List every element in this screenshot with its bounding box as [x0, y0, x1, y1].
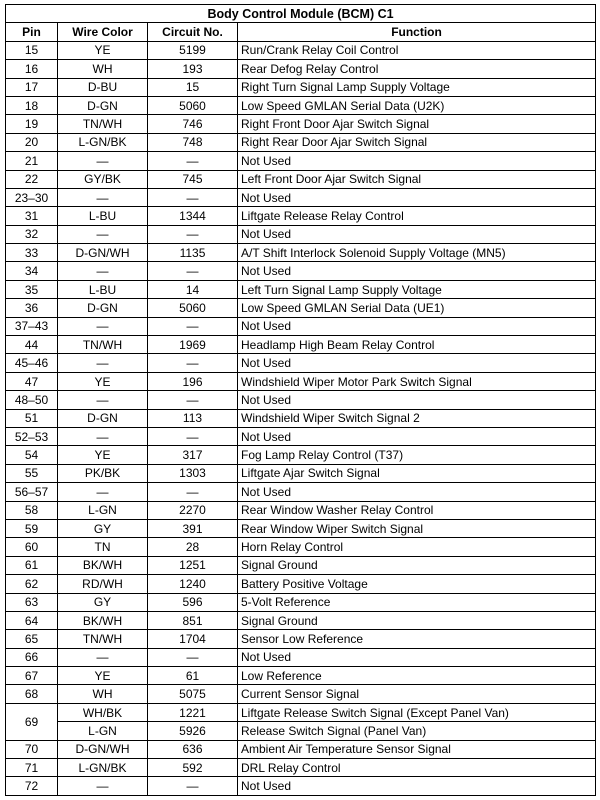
cell-function: Not Used — [238, 152, 596, 170]
cell-wire-color: GY — [58, 593, 148, 611]
cell-circuit-no: 5060 — [148, 299, 238, 317]
table-row — [6, 593, 596, 611]
bcm-connector-table — [5, 4, 596, 796]
table-row — [6, 740, 596, 758]
cell-pin: 68 — [6, 685, 58, 703]
cell-circuit-no: 193 — [148, 60, 238, 78]
cell-pin: 18 — [6, 96, 58, 114]
cell-circuit-no: — — [148, 354, 238, 372]
cell-pin: 60 — [6, 538, 58, 556]
table-row — [6, 317, 596, 335]
cell-pin: 45–46 — [6, 354, 58, 372]
cell-wire-color: D-GN — [58, 96, 148, 114]
cell-pin: 64 — [6, 611, 58, 629]
table-row — [6, 207, 596, 225]
cell-function: Left Front Door Ajar Switch Signal — [238, 170, 596, 188]
cell-circuit-no: 636 — [148, 740, 238, 758]
cell-function: Windshield Wiper Motor Park Switch Signal — [238, 372, 596, 390]
cell-wire-color: D-GN/WH — [58, 244, 148, 262]
table-row — [6, 703, 596, 721]
cell-pin: 72 — [6, 777, 58, 795]
table-row — [6, 483, 596, 501]
table-row — [6, 685, 596, 703]
table-row — [6, 464, 596, 482]
table-row — [6, 372, 596, 390]
table-row — [6, 280, 596, 298]
cell-pin: 19 — [6, 115, 58, 133]
table-row — [6, 78, 596, 96]
cell-circuit-no: 1704 — [148, 630, 238, 648]
cell-wire-color: — — [58, 648, 148, 666]
table-row — [6, 391, 596, 409]
header-row — [6, 23, 596, 41]
header-wire-color: Wire Color — [58, 23, 148, 41]
cell-pin: 70 — [6, 740, 58, 758]
table-title: Body Control Module (BCM) C1 — [6, 5, 596, 23]
cell-wire-color: GY/BK — [58, 170, 148, 188]
table-body — [6, 41, 596, 795]
cell-wire-color: PK/BK — [58, 464, 148, 482]
cell-wire-color: — — [58, 483, 148, 501]
cell-circuit-no: 1303 — [148, 464, 238, 482]
cell-circuit-no: 196 — [148, 372, 238, 390]
cell-circuit-no: 28 — [148, 538, 238, 556]
cell-function: Run/Crank Relay Coil Control — [238, 41, 596, 59]
cell-function: Liftgate Release Relay Control — [238, 207, 596, 225]
cell-function: Fog Lamp Relay Control (T37) — [238, 446, 596, 464]
cell-circuit-no: — — [148, 225, 238, 243]
cell-circuit-no: 2270 — [148, 501, 238, 519]
cell-circuit-no: 1251 — [148, 556, 238, 574]
cell-function: Not Used — [238, 188, 596, 206]
cell-circuit-no: 851 — [148, 611, 238, 629]
table-row — [6, 188, 596, 206]
cell-pin: 23–30 — [6, 188, 58, 206]
cell-circuit-no: 5075 — [148, 685, 238, 703]
cell-pin: 54 — [6, 446, 58, 464]
cell-function: Liftgate Ajar Switch Signal — [238, 464, 596, 482]
cell-pin: 36 — [6, 299, 58, 317]
table-row — [6, 556, 596, 574]
cell-wire-color: D-GN — [58, 299, 148, 317]
cell-pin: 20 — [6, 133, 58, 151]
cell-wire-color: WH/BK — [58, 703, 148, 721]
cell-wire-color: L-BU — [58, 207, 148, 225]
cell-wire-color: RD/WH — [58, 575, 148, 593]
table-row — [6, 299, 596, 317]
cell-wire-color: TN — [58, 538, 148, 556]
table-row — [6, 133, 596, 151]
cell-function: Rear Window Wiper Switch Signal — [238, 519, 596, 537]
cell-pin: 16 — [6, 60, 58, 78]
table-row — [6, 667, 596, 685]
table-row — [6, 611, 596, 629]
cell-wire-color: D-BU — [58, 78, 148, 96]
cell-wire-color: — — [58, 188, 148, 206]
cell-function: Right Rear Door Ajar Switch Signal — [238, 133, 596, 151]
cell-circuit-no: 592 — [148, 759, 238, 777]
cell-circuit-no: — — [148, 777, 238, 795]
cell-pin: 63 — [6, 593, 58, 611]
table-row — [6, 96, 596, 114]
cell-function: Low Speed GMLAN Serial Data (UE1) — [238, 299, 596, 317]
table-row — [6, 427, 596, 445]
cell-pin: 17 — [6, 78, 58, 96]
table-row — [6, 575, 596, 593]
cell-pin: 56–57 — [6, 483, 58, 501]
cell-pin: 15 — [6, 41, 58, 59]
cell-function: Right Front Door Ajar Switch Signal — [238, 115, 596, 133]
cell-wire-color: YE — [58, 446, 148, 464]
cell-circuit-no: 1969 — [148, 336, 238, 354]
table-row — [6, 759, 596, 777]
cell-function: Not Used — [238, 317, 596, 335]
table-row — [6, 336, 596, 354]
cell-function: Not Used — [238, 225, 596, 243]
cell-circuit-no: 5199 — [148, 41, 238, 59]
cell-function: Right Turn Signal Lamp Supply Voltage — [238, 78, 596, 96]
cell-function: Ambient Air Temperature Sensor Signal — [238, 740, 596, 758]
cell-wire-color: — — [58, 262, 148, 280]
cell-wire-color: L-GN/BK — [58, 759, 148, 777]
cell-circuit-no: 113 — [148, 409, 238, 427]
cell-circuit-no: 745 — [148, 170, 238, 188]
cell-pin: 67 — [6, 667, 58, 685]
header-function: Function — [238, 23, 596, 41]
header-circuit-no: Circuit No. — [148, 23, 238, 41]
cell-pin: 31 — [6, 207, 58, 225]
cell-wire-color: TN/WH — [58, 115, 148, 133]
cell-function: Release Switch Signal (Panel Van) — [238, 722, 596, 740]
table-row — [6, 354, 596, 372]
cell-pin: 21 — [6, 152, 58, 170]
cell-wire-color: — — [58, 317, 148, 335]
cell-circuit-no: — — [148, 262, 238, 280]
table-row — [6, 446, 596, 464]
cell-wire-color: D-GN — [58, 409, 148, 427]
cell-circuit-no: — — [148, 317, 238, 335]
table-row — [6, 262, 596, 280]
cell-function: DRL Relay Control — [238, 759, 596, 777]
header-pin: Pin — [6, 23, 58, 41]
cell-function: Battery Positive Voltage — [238, 575, 596, 593]
cell-circuit-no: — — [148, 483, 238, 501]
cell-pin: 47 — [6, 372, 58, 390]
cell-function: Current Sensor Signal — [238, 685, 596, 703]
cell-function: Signal Ground — [238, 611, 596, 629]
cell-function: Low Speed GMLAN Serial Data (U2K) — [238, 96, 596, 114]
cell-pin: 35 — [6, 280, 58, 298]
table-row — [6, 170, 596, 188]
cell-function: Rear Defog Relay Control — [238, 60, 596, 78]
cell-circuit-no: 5926 — [148, 722, 238, 740]
cell-function: Sensor Low Reference — [238, 630, 596, 648]
table-title-row — [6, 5, 596, 23]
table-row — [6, 409, 596, 427]
cell-circuit-no: 1135 — [148, 244, 238, 262]
cell-wire-color: BK/WH — [58, 556, 148, 574]
cell-wire-color: — — [58, 354, 148, 372]
cell-circuit-no: 596 — [148, 593, 238, 611]
cell-circuit-no: — — [148, 427, 238, 445]
cell-function: Not Used — [238, 262, 596, 280]
cell-function: Not Used — [238, 354, 596, 372]
cell-wire-color: — — [58, 225, 148, 243]
cell-function: Not Used — [238, 777, 596, 795]
cell-pin: 62 — [6, 575, 58, 593]
cell-pin: 32 — [6, 225, 58, 243]
cell-wire-color: L-BU — [58, 280, 148, 298]
cell-pin: 61 — [6, 556, 58, 574]
cell-pin: 59 — [6, 519, 58, 537]
cell-pin: 52–53 — [6, 427, 58, 445]
cell-pin: 34 — [6, 262, 58, 280]
cell-circuit-no: 748 — [148, 133, 238, 151]
cell-function: Low Reference — [238, 667, 596, 685]
cell-function: Headlamp High Beam Relay Control — [238, 336, 596, 354]
table-row — [6, 152, 596, 170]
cell-wire-color: WH — [58, 685, 148, 703]
cell-wire-color: L-GN — [58, 501, 148, 519]
cell-wire-color: D-GN/WH — [58, 740, 148, 758]
cell-pin: 58 — [6, 501, 58, 519]
cell-wire-color: L-GN — [58, 722, 148, 740]
cell-circuit-no: 746 — [148, 115, 238, 133]
table-row — [6, 519, 596, 537]
cell-wire-color: — — [58, 152, 148, 170]
table-row — [6, 244, 596, 262]
cell-circuit-no: 61 — [148, 667, 238, 685]
cell-function: Not Used — [238, 391, 596, 409]
cell-function: Not Used — [238, 648, 596, 666]
cell-circuit-no: 317 — [148, 446, 238, 464]
cell-pin: 51 — [6, 409, 58, 427]
cell-function: Signal Ground — [238, 556, 596, 574]
cell-circuit-no: — — [148, 391, 238, 409]
cell-wire-color: — — [58, 777, 148, 795]
cell-function: Rear Window Washer Relay Control — [238, 501, 596, 519]
cell-circuit-no: 1221 — [148, 703, 238, 721]
cell-wire-color: BK/WH — [58, 611, 148, 629]
cell-function: Left Turn Signal Lamp Supply Voltage — [238, 280, 596, 298]
cell-pin: 22 — [6, 170, 58, 188]
cell-wire-color: YE — [58, 41, 148, 59]
cell-wire-color: TN/WH — [58, 336, 148, 354]
cell-wire-color: — — [58, 427, 148, 445]
cell-function: A/T Shift Interlock Solenoid Supply Voltage (MN5) — [238, 244, 596, 262]
cell-pin: 48–50 — [6, 391, 58, 409]
cell-wire-color: L-GN/BK — [58, 133, 148, 151]
cell-function: Windshield Wiper Switch Signal 2 — [238, 409, 596, 427]
cell-circuit-no: — — [148, 152, 238, 170]
cell-function: Liftgate Release Switch Signal (Except Panel Van) — [238, 703, 596, 721]
cell-circuit-no: 1240 — [148, 575, 238, 593]
cell-function: Not Used — [238, 483, 596, 501]
cell-function: Horn Relay Control — [238, 538, 596, 556]
cell-circuit-no: 391 — [148, 519, 238, 537]
cell-wire-color: YE — [58, 372, 148, 390]
cell-circuit-no: 5060 — [148, 96, 238, 114]
cell-circuit-no: — — [148, 648, 238, 666]
cell-pin: 44 — [6, 336, 58, 354]
cell-wire-color: TN/WH — [58, 630, 148, 648]
table-row — [6, 722, 596, 740]
table-row — [6, 115, 596, 133]
table-row — [6, 41, 596, 59]
cell-wire-color: — — [58, 391, 148, 409]
cell-circuit-no: 1344 — [148, 207, 238, 225]
table-row — [6, 501, 596, 519]
table-row — [6, 225, 596, 243]
table-row — [6, 648, 596, 666]
cell-pin: 37–43 — [6, 317, 58, 335]
cell-wire-color: WH — [58, 60, 148, 78]
table-row — [6, 630, 596, 648]
cell-pin: 55 — [6, 464, 58, 482]
cell-pin: 71 — [6, 759, 58, 777]
cell-circuit-no: 14 — [148, 280, 238, 298]
cell-circuit-no: 15 — [148, 78, 238, 96]
cell-function: 5-Volt Reference — [238, 593, 596, 611]
cell-circuit-no: — — [148, 188, 238, 206]
cell-pin: 66 — [6, 648, 58, 666]
cell-pin: 33 — [6, 244, 58, 262]
cell-wire-color: YE — [58, 667, 148, 685]
cell-function: Not Used — [238, 427, 596, 445]
cell-wire-color: GY — [58, 519, 148, 537]
table-row — [6, 538, 596, 556]
cell-pin: 65 — [6, 630, 58, 648]
table-row — [6, 60, 596, 78]
cell-pin: 69 — [6, 703, 58, 740]
table-row — [6, 777, 596, 795]
